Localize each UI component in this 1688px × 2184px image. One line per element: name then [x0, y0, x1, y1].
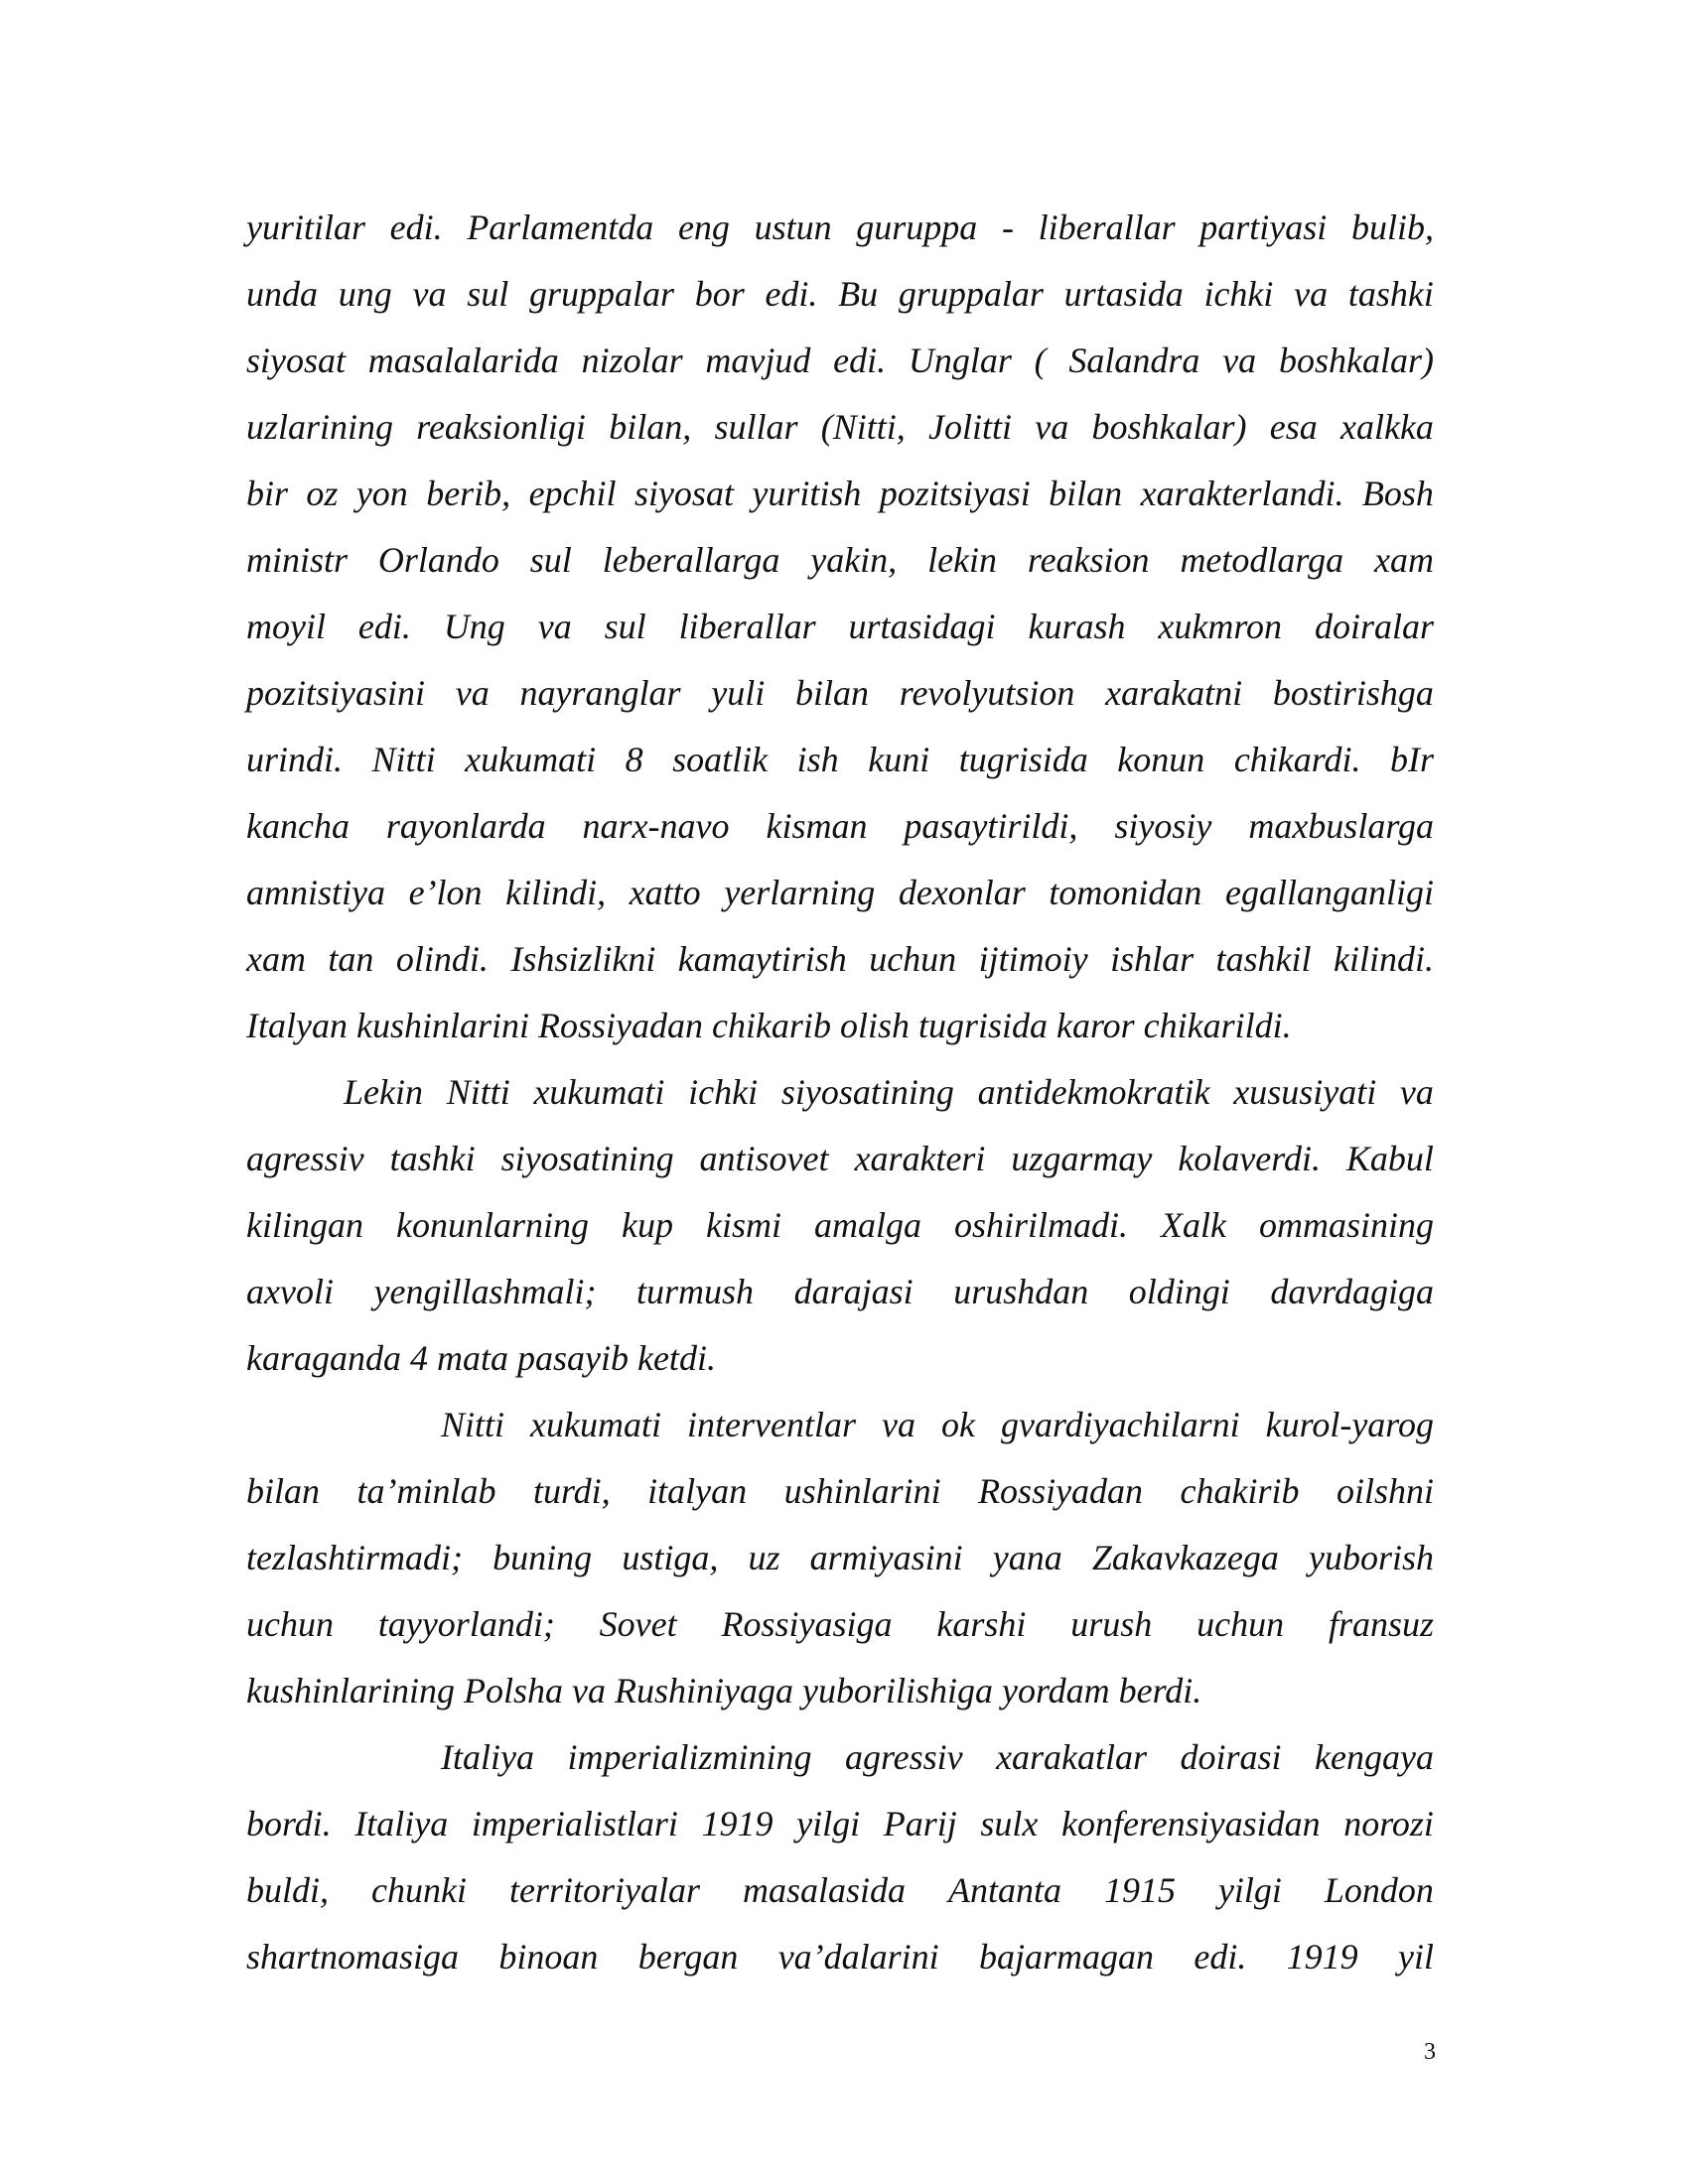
text-line: agressiv tashki siyosatining antisovet xarakteri uzgarmay kolaverdi. Kabul [246, 1139, 1434, 1178]
text-line: uzlarining reaksionligi bilan, sullar (Nitti, Jolitti va boshkalar) esa xalkka [246, 407, 1434, 447]
text-line: siyosat masalalarida nizolar mavjud edi. Unglar ( Salandra va boshkalar) [246, 341, 1434, 380]
text-line: bordi. Italiya imperialistlari 1919 yilgi Parij sulx konferensiyasidan norozi [246, 1804, 1434, 1843]
text-line: Nitti xukumati interventlar va ok gvardiyachilarni kurol-yarog [441, 1405, 1434, 1444]
text-line: kilingan konunlarning kup kismi amalga oshirilmadi. Xalk ommasining [246, 1205, 1434, 1245]
text-line: urindi. Nitti xukumati 8 soatlik ish kuni tugrisida konun chikardi. bIr [246, 740, 1434, 779]
text-line: pozitsiyasini va nayranglar yuli bilan revolyutsion xarakatni bostirishga [246, 673, 1434, 713]
text-line: shartnomasiga binoan bergan va’dalarini bajarmagan edi. 1919 yil [246, 1937, 1434, 1977]
text-line: uchun tayyorlandi; Sovet Rossiyasiga karshi urush uchun fransuz [246, 1604, 1434, 1644]
text-line: Italiya imperializmining agressiv xarakatlar doirasi kengaya [441, 1737, 1434, 1777]
text-line: axvoli yengillashmali; turmush darajasi urushdan oldingi davrdagiga [246, 1272, 1434, 1311]
text-line: ministr Orlando sul leberallarga yakin, lekin reaksion metodlarga xam [246, 540, 1434, 580]
text-line: Lekin Nitti xukumati ichki siyosatining antidekmokratik xususiyati va [344, 1072, 1434, 1112]
text-line [246, 1325, 1434, 1392]
text-line-content: karaganda 4 mata pasayib ketdi. [246, 1338, 716, 1378]
text-line: bir oz yon berib, epchil siyosat yuritish pozitsiyasi bilan xarakterlandi. Bosh [246, 474, 1434, 513]
text-line: xam tan olindi. Ishsizlikni kamaytirish uchun ijtimoiy ishlar tashkil kilindi. [246, 939, 1434, 979]
text-line: unda ung va sul gruppalar bor edi. Bu gruppalar urtasida ichki va tashki [246, 274, 1434, 314]
text-line: kancha rayonlarda narx-navo kisman pasaytirildi, siyosiy maxbuslarga [246, 806, 1434, 846]
text-line [246, 1658, 1434, 1724]
document-body-text [246, 195, 1434, 1990]
text-line [246, 993, 1434, 1059]
text-line: tezlashtirmadi; buning ustiga, uz armiyasini yana Zakavkazega yuborish [246, 1538, 1434, 1577]
text-line: amnistiya e’lon kilindi, xatto yerlarning dexonlar tomonidan egallanganligi [246, 873, 1434, 912]
text-line: buldi, chunki territoriyalar masalasida Antanta 1915 yilgi London [246, 1870, 1434, 1910]
page-number: 3 [1424, 2039, 1436, 2065]
text-line: bilan ta’minlab turdi, italyan ushinlarini Rossiyadan chakirib oilshni [246, 1471, 1434, 1511]
text-line-content: Italyan kushinlarini Rossiyadan chikarib olish tugrisida karor chikarildi. [246, 1006, 1292, 1045]
text-line-content: kushinlarining Polsha va Rushiniyaga yuborilishiga yordam berdi. [246, 1671, 1202, 1710]
text-line: yuritilar edi. Parlamentda eng ustun guruppa - liberallar partiyasi bulib, [246, 207, 1434, 247]
text-line: moyil edi. Ung va sul liberallar urtasidagi kurash xukmron doiralar [246, 607, 1434, 646]
